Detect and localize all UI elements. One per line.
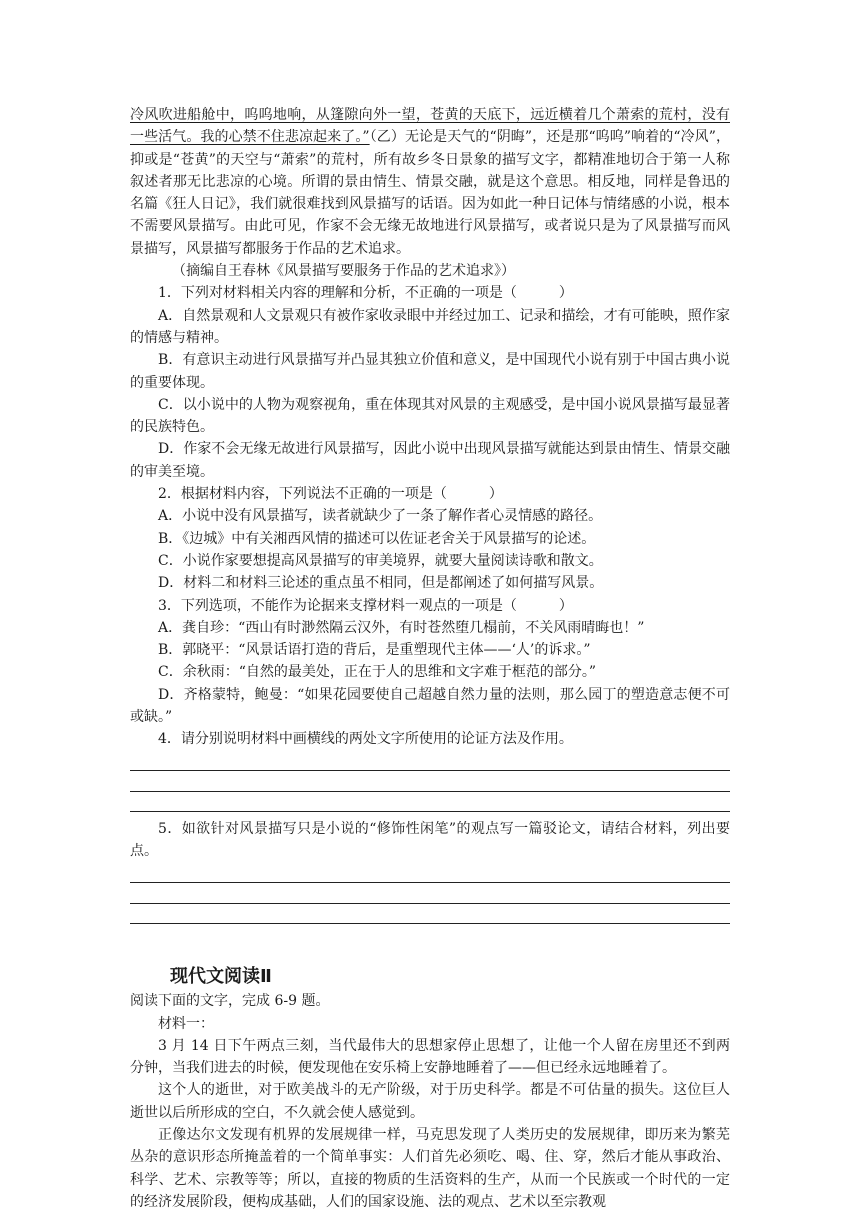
question-2-stem: 2．根据材料内容，下列说法不正确的一项是（ ） [158,486,503,503]
answer-line[interactable] [130,751,730,772]
material-label: 材料一： [158,1015,214,1032]
question-3-option-a: A．龚自珍：“西山有时渺然隔云汉外，有时苍然堕几榻前，不关风雨晴晦也！” [158,619,645,636]
question-1-option-a: A．自然景观和人文景观只有被作家收录眼中并经过加工、记录和描绘，才有可能映，照作家的情感与精神。 [130,307,730,346]
answer-line[interactable] [130,883,730,904]
answer-line[interactable] [130,792,730,813]
answer-line[interactable] [130,904,730,925]
material-paragraph-2: 这个人的逝世，对于欧美战斗的无产阶级，对于历史科学。都是不可估量的损失。这位巨人逝世以后所形成的空白，不久就会使人感觉到。 [130,1082,730,1121]
answer-line[interactable] [130,863,730,884]
section-heading: 现代文阅读Ⅱ [170,966,272,988]
material-passage [130,104,730,260]
source-citation: （摘编自王春林《风景描写要服务于作品的艺术追求》） [172,263,515,280]
question-3-stem: 3．下列选项，不能作为论据来支撑材料一观点的一项是（ ） [158,597,573,614]
document-page [130,104,730,1213]
question-3-option-b: B．郭晓平：“风景话语打造的背后，是重塑现代主体——‘人’的诉求。” [158,642,591,659]
question-1-stem: 1．下列对材料相关内容的理解和分析，不正确的一项是（ ） [158,285,573,302]
question-4-stem: 4．请分别说明材料中画横线的两处文字所使用的论证方法及作用。 [158,731,573,748]
material-paragraph-3: 正像达尔文发现有机界的发展规律一样，马克思发现了人类历史的发展规律，即历来为繁芜丛杂的意识形态所掩盖着的一个简单事实：人们首先必须吃、喝、住、穿，然后才能从事政治、科学、艺术、宗教等等；所以，直接的物质的生活资料的生产，从而一个民族或一个时代的一定的经济发展阶段，便构成基础，人们的国家设施、法的观点、艺术以至宗教观 [130,1126,730,1210]
question-2-option-b: B．《边城》中有关湘西风情的描述可以佐证老舍关于风景描写的论述。 [158,530,596,547]
question-5-stem: 5．如欲针对风景描写只是小说的“修饰性闲笔”的观点写一篇驳论文，请结合材料，列出要点。 [130,821,730,860]
question-2-option-d: D．材料二和材料三论述的重点虽不相同，但是都阐述了如何描写风景。 [158,575,604,592]
question-3-option-d: D．齐格蒙特，鲍曼：“如果花园要使自己超越自然力量的法则，那么园丁的塑造意志便不可或缺。” [130,686,730,726]
answer-line[interactable] [130,771,730,792]
underlined-text-2: 冷风吹进船舱中，呜呜地响，从篷隙向外一望，苍黄的天底下，远近横着几个萧索的荒村，没有一些活气。我的心禁不住悲凉起来了。” [130,107,730,146]
material-paragraph-1: 3 月 14 日下午两点三刻，当代最伟大的思想家停止思想了，让他一个人留在房里还不到两分钟，当我们进去的时候，便发现他在安乐椅上安静地睡着了——但已经永远地睡着了。 [130,1037,730,1077]
passage-continuation: （乙）无论是天气的“阴晦”，还是那“呜呜”响着的“冷风”，抑或是“苍黄”的天空与“萧索”的荒村，所有故乡冬日景象的描写文字，都精准地切合于第一人称叙述者那无比悲凉的心境。所谓的景由情生、情景交融，就是这个意思。相反地，同样是鲁迅的名篇《狂人日记》，我们就很难找到风景描写的话语。因为如此一种日记体与情绪感的小说，根本不需要风景描写。由此可见，作家不会无缘无故地进行风景描写，或者说只是为了风景描写而风景描写，风景描写都服务于作品的艺术追求。 [130,129,731,257]
question-1-option-b: B．有意识主动进行风景描写并凸显其独立价值和意义，是中国现代小说有别于中国古典小说的重要体现。 [130,352,730,391]
question-3-option-c: C．余秋雨：“自然的最美处，正在于人的思维和文字难于框范的部分。” [158,664,597,681]
question-1-option-d: D．作家不会无缘无故进行风景描写，因此小说中出现风景描写就能达到景由情生、情景交融的审美至境。 [130,441,730,480]
question-1-option-c: C．以小说中的人物为观察视角，重在体现其对风景的主观感受，是中国小说风景描写最显著的民族特色。 [130,396,730,436]
question-2-option-a: A．小说中没有风景描写，读者就缺少了一条了解作者心灵情感的路径。 [158,508,603,525]
section-instruction: 阅读下面的文字，完成 6-9 题。 [130,993,330,1010]
question-2-option-c: C．小说作家要想提高风景描写的审美境界，就要大量阅读诗歌和散文。 [158,552,603,569]
